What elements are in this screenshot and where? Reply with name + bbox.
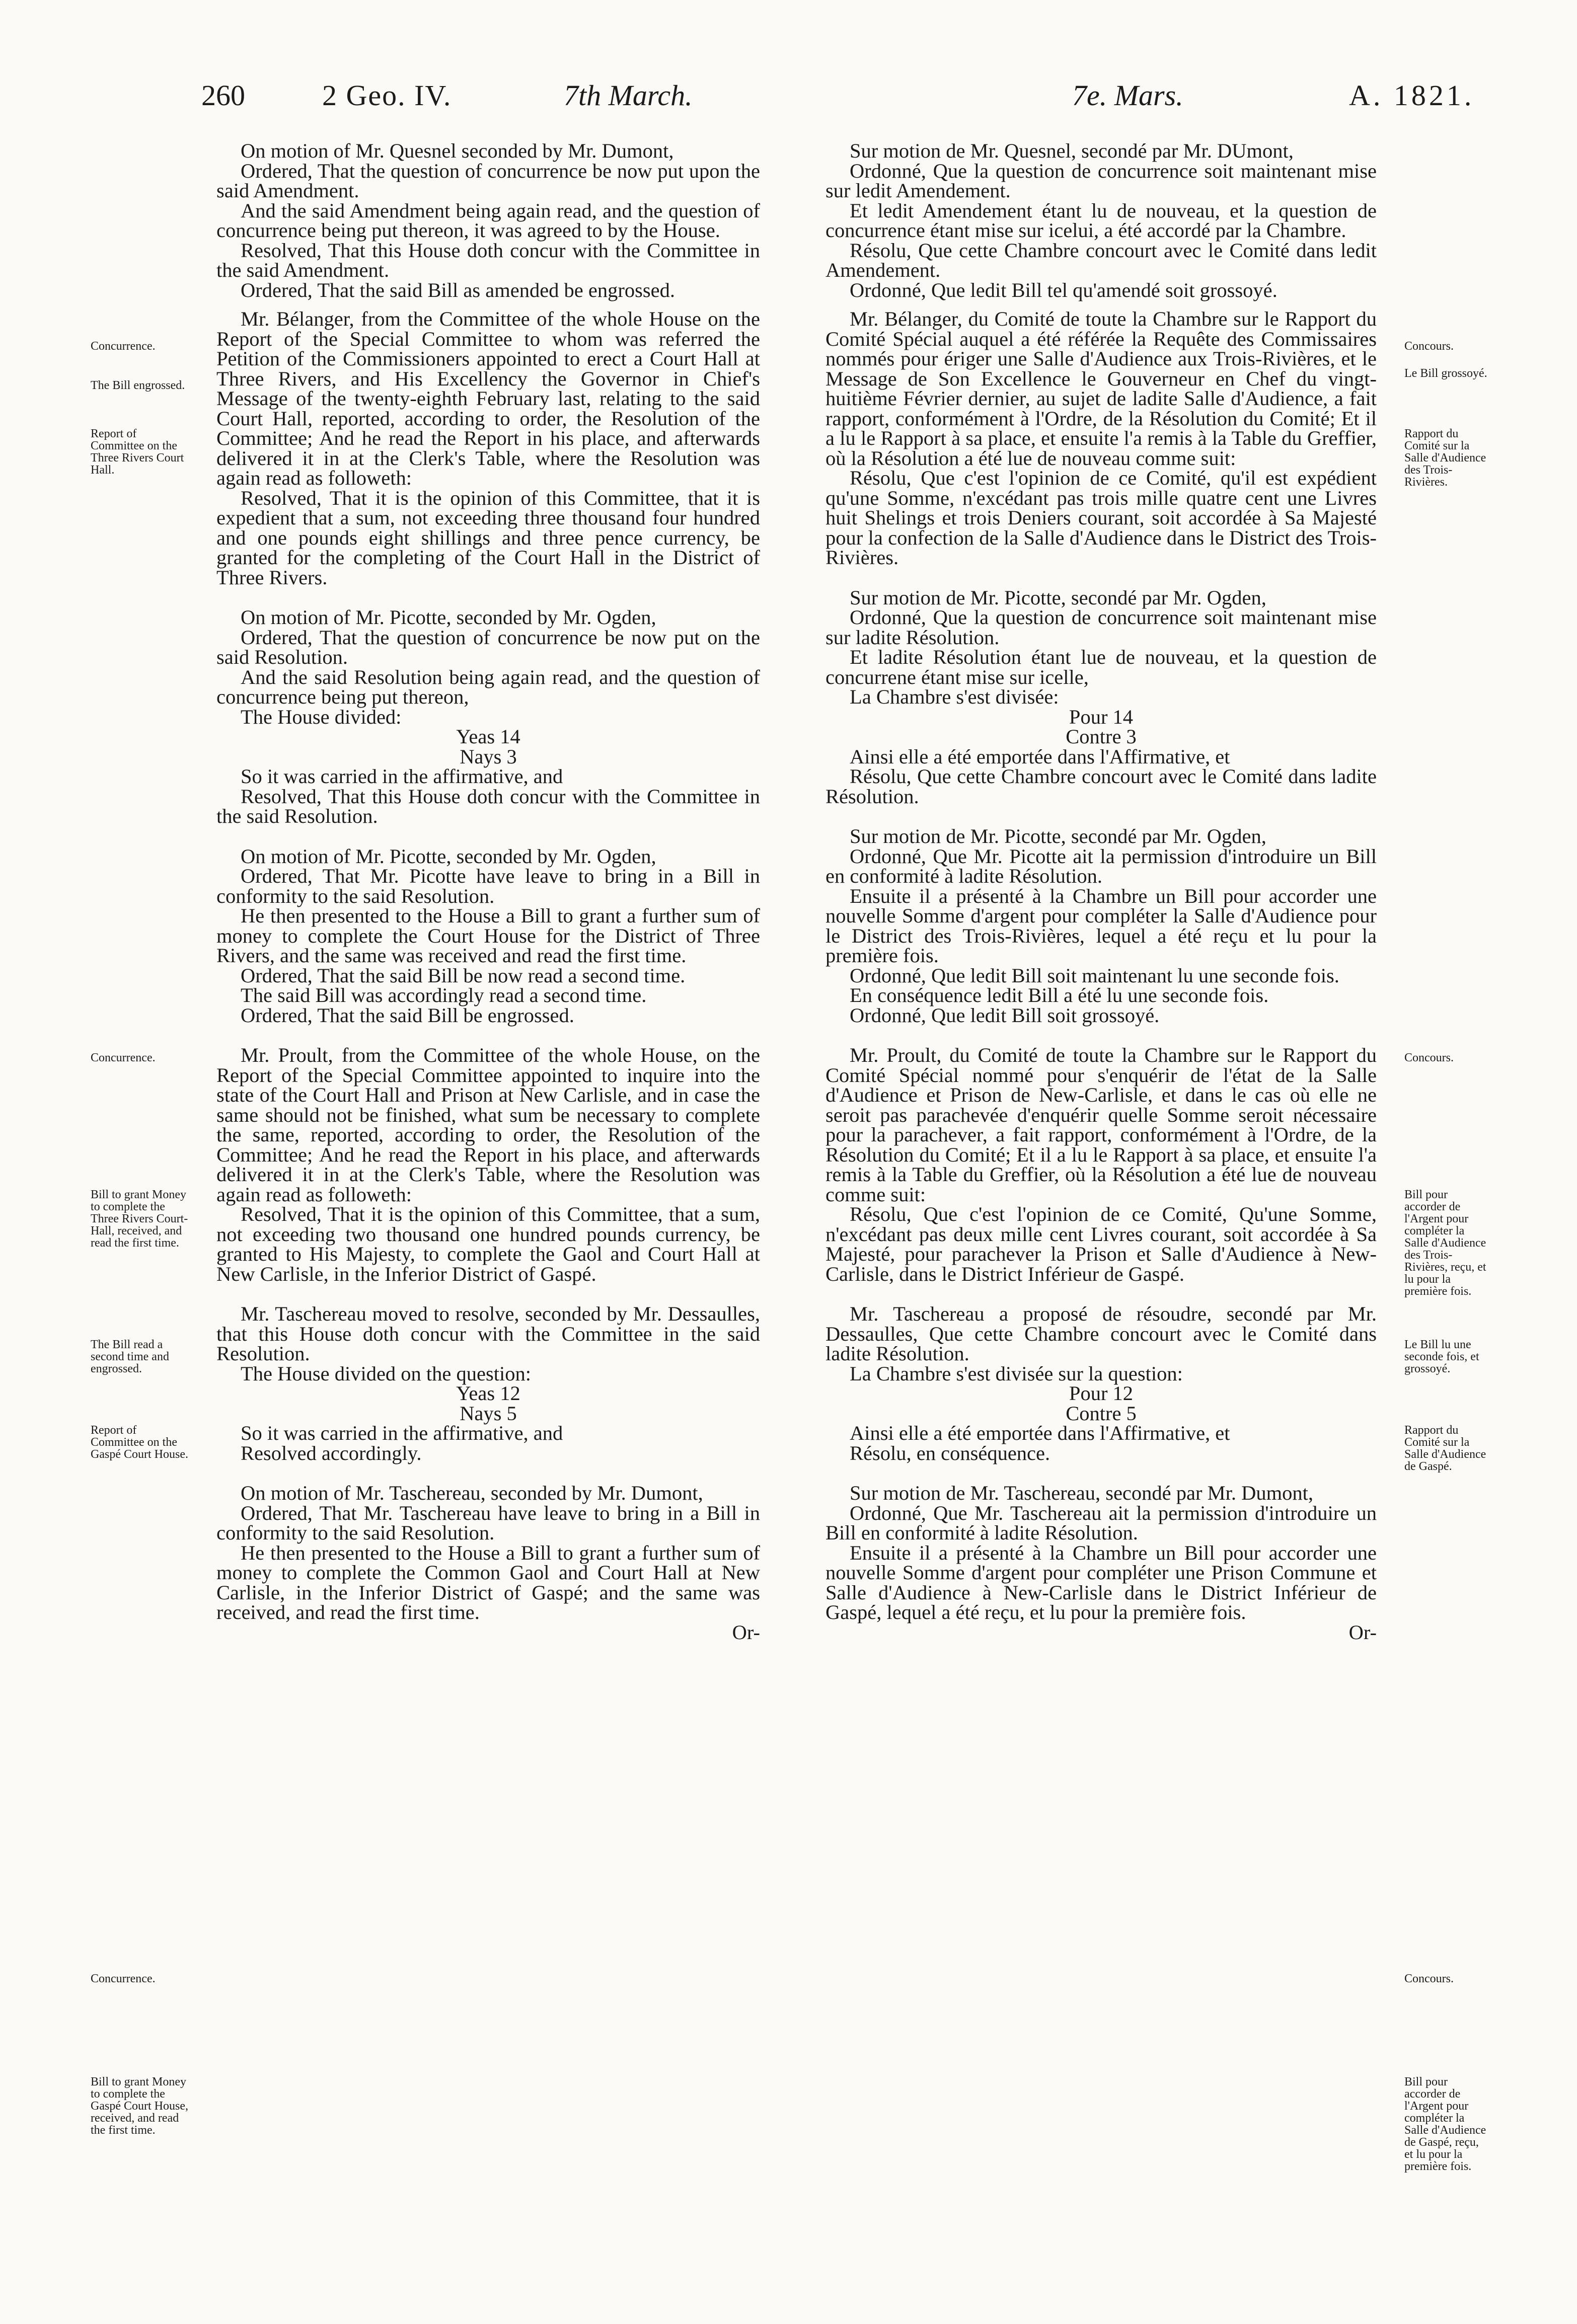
- paragraph: Ainsi elle a été emportée dans l'Affirmative, et: [850, 745, 1230, 768]
- margin-note: Concurrence.: [91, 1051, 156, 1064]
- paragraph: Ensuite il a présenté à la Chambre un Bill pour accorder une nouvelle Somme d'argent pour compléter la Salle d'Audience pour le District des Trois-Rivières, lequel a été reçu et lu pour la première fois.: [825, 884, 1377, 967]
- french-column: [825, 141, 1377, 1642]
- margin-note: Le Bill lu une seconde fois, et grossoyé.: [1404, 1338, 1479, 1375]
- margin-note: The Bill read a second time and engrossed.: [91, 1338, 169, 1375]
- regnal-year: 2 Geo. IV.: [322, 79, 452, 112]
- margin-note: Report of Committee on the Three Rivers Court Hall.: [91, 427, 184, 477]
- paragraph: Et ledit Amendement étant lu de nouveau, et la question de concurrence étant mise sur icelui, a été accordé par la Chambre.: [825, 199, 1377, 242]
- paragraph: Ordonné, Que la question de concurrence soit maintenant mise sur ladite Résolution.: [825, 606, 1377, 649]
- margin-note: Concurrence.: [91, 340, 156, 353]
- margin-note: Rapport du Comité sur la Salle d'Audience des Trois-Rivières.: [1404, 427, 1486, 489]
- paragraph: Ordered, That Mr. Picotte have leave to bring in a Bill in conformity to the said Resolution.: [216, 865, 760, 907]
- margin-note: Concurrence.: [91, 1972, 156, 1985]
- margin-note: Report of Committee on the Gaspé Court House.: [91, 1424, 188, 1461]
- paragraph: En conséquence ledit Bill a été lu une seconde fois.: [850, 984, 1269, 1006]
- paragraph: Résolu, Que c'est l'opinion de ce Comité, Qu'une Somme, n'excédant pas deux mille cent Livres courant, soit accordée à Sa Majesté, pour parachever la Prison et Salle d'Audience à New-Carlisle, dans le District Inférieur de Gaspé.: [825, 1203, 1377, 1285]
- paragraph: Ordonné, Que ledit Bill tel qu'amendé soit grossoyé.: [850, 278, 1278, 301]
- division-yeas: Yeas 14: [456, 725, 520, 748]
- paragraph: Resolved accordingly.: [241, 1441, 422, 1464]
- paragraph: The said Bill was accordingly read a second time.: [241, 984, 647, 1006]
- date-english: 7th March.: [564, 79, 693, 112]
- english-column: [216, 141, 760, 1642]
- paragraph: Et ladite Résolution étant lue de nouveau, et la question de concurrene étant mise sur icelle,: [825, 646, 1377, 688]
- paragraph: Ordonné, Que ledit Bill soit grossoyé.: [850, 1003, 1160, 1027]
- margin-note: Concours.: [1404, 1972, 1454, 1985]
- margin-note: Bill to grant Money to complete the Three Rivers Court-Hall, received, and read the first time.: [91, 1188, 188, 1250]
- catchword: Or-: [1348, 1620, 1377, 1644]
- paragraph: Ordonné, Que ledit Bill soit maintenant lu une seconde fois.: [850, 964, 1339, 987]
- paragraph: Ordonné, Que Mr. Taschereau ait la permission d'introduire un Bill en conformité à ladite Résolution.: [825, 1501, 1377, 1544]
- paragraph: On motion of Mr. Picotte, seconded by Mr. Ogden,: [241, 844, 656, 868]
- division-nays: Nays 5: [460, 1402, 517, 1425]
- paragraph: Ainsi elle a été emportée dans l'Affirmative, et: [850, 1422, 1230, 1444]
- paragraph: He then presented to the House a Bill to grant a further sum of money to complete the Common Gaol and Court Hall at New Carlisle, in the Inferior District of Gaspé; and the same was received, and read the first time.: [216, 1541, 760, 1623]
- margin-note: Bill pour accorder de l'Argent pour compléter la Salle d'Audience des Trois-Rivières, reçu, et lu pour la première fois.: [1404, 1188, 1486, 1298]
- margin-note: Concours.: [1404, 1051, 1454, 1064]
- date-french: 7e. Mars.: [1072, 79, 1183, 112]
- paragraph: Sur motion de Mr. Quesnel, secondé par Mr. DUmont,: [850, 139, 1294, 162]
- margin-note: The Bill engrossed.: [91, 379, 185, 392]
- paragraph: Ordered, That the said Bill as amended be engrossed.: [241, 278, 675, 301]
- division-pour: Pour 14: [1069, 705, 1134, 728]
- paragraph: Resolved, That this House doth concur with the Committee in the said Amendment.: [216, 239, 760, 281]
- paragraph: Ordonné, Que Mr. Picotte ait la permission d'introduire un Bill en conformité à ladite Résolution.: [825, 844, 1377, 887]
- margin-note: Bill pour accorder de l'Argent pour compléter la Salle d'Audience de Gaspé, reçu, et lu pour la première fois.: [1404, 2075, 1486, 2173]
- paragraph: Mr. Proult, du Comité de toute la Chambre sur le Rapport du Comité Spécial nommé pour s'enquérir de l'état de la Salle d'Audience et Prison de New-Carlisle, et dans le cas où elle ne seroit pas parachevée d'enquérir quelle Somme seroit nécessaire pour la parachever, a fait rapport, conformément à l'Ordre, de la Résolution du Comité; Et il a lu le Rapport à sa place, et ensuite l'a remis à la Table du Greffier, où la Résolution a été lue de nouveau comme suit:: [825, 1044, 1377, 1206]
- paragraph: The House divided:: [241, 705, 402, 728]
- paragraph: La Chambre s'est divisée:: [850, 685, 1059, 708]
- paragraph: Mr. Bélanger, du Comité de toute la Chambre sur le Rapport du Comité Spécial auquel a été référée la Requête des Commissaires nommés pour ériger une Salle d'Audience aux Trois-Rivières, et le Message de Son Excellence le Gouverneur en Chef du vingt-huitième Février dernier, au sujet de ladite Salle d'Audience, a fait rapport, conformément à l'Ordre, de la Résolution du Comité; Et il a lu le Rapport à sa place, et ensuite l'a remis à la Table du Greffier, où la Résolution a été lue de nouveau comme suit:: [825, 307, 1377, 470]
- paragraph: Résolu, en conséquence.: [850, 1441, 1050, 1464]
- paragraph: So it was carried in the affirmative, and: [241, 1422, 563, 1444]
- year: A. 1821.: [1349, 79, 1475, 112]
- paragraph: Mr. Taschereau a proposé de résoudre, secondé par Mr. Dessaulles, Que cette Chambre concourt avec le Comité dans ladite Résolution.: [825, 1302, 1377, 1365]
- paragraph: Sur motion de Mr. Picotte, secondé par Mr. Ogden,: [850, 586, 1266, 609]
- paragraph: Résolu, Que c'est l'opinion de ce Comité, qu'il est expédient qu'une Somme, n'excédant pas trois mille quatre cent une Livres huit Shelings et trois Deniers courant, soit accordée à Sa Majesté pour la confection de la Salle d'Audience dans le District des Trois-Rivières.: [825, 467, 1377, 569]
- division-contre: Contre 3: [1066, 725, 1137, 748]
- paragraph: Sur motion de Mr. Picotte, secondé par Mr. Ogden,: [850, 825, 1266, 847]
- margin-note: Concours.: [1404, 340, 1454, 353]
- margin-note: Bill to grant Money to complete the Gaspé Court House, received, and read the first time.: [91, 2075, 188, 2137]
- paragraph: Ordered, That the said Bill be now read a second time.: [241, 964, 686, 987]
- page-number: 260: [201, 79, 245, 112]
- division-contre: Contre 5: [1066, 1402, 1137, 1425]
- paragraph: He then presented to the House a Bill to grant a further sum of money to complete the Court House for the District of Three Rivers, and the same was received and read the first time.: [216, 904, 760, 967]
- paragraph: Mr. Proult, from the Committee of the whole House, on the Report of the Special Committee appointed to inquire into the state of the Court Hall and Prison at New Carlisle, and in case the same should not be finished, what sum be necessary to complete the same, reported, according to order, the Resolution of the Committee; And he read the Report in his place, and afterwards delivered it in at the Clerk's Table, where the Resolution was again read as followeth:: [216, 1044, 760, 1206]
- paragraph: And the said Resolution being again read, and the question of concurrence being put thereon,: [216, 665, 760, 708]
- division-pour: Pour 12: [1069, 1382, 1134, 1405]
- paragraph: Ordonné, Que la question de concurrence soit maintenant mise sur ledit Amendement.: [825, 159, 1377, 202]
- paragraph: Ordered, That the question of concurrence be now put on the said Resolution.: [216, 626, 760, 668]
- paragraph: Resolved, That this House doth concur with the Committee in the said Resolution.: [216, 785, 760, 827]
- paragraph: Ordered, That the question of concurrence be now put upon the said Amendment.: [216, 159, 760, 202]
- paragraph: Ordered, That Mr. Taschereau have leave to bring in a Bill in conformity to the said Resolution.: [216, 1501, 760, 1544]
- division-nays: Nays 3: [460, 745, 517, 768]
- running-header: [0, 75, 1577, 121]
- paragraph: So it was carried in the affirmative, and: [241, 765, 563, 788]
- catchword: Or-: [732, 1620, 760, 1644]
- paragraph: And the said Amendment being again read, and the question of concurrence being put thereon, it was agreed to by the House.: [216, 199, 760, 242]
- paragraph: On motion of Mr. Picotte, seconded by Mr. Ogden,: [241, 606, 656, 629]
- paragraph: On motion of Mr. Quesnel seconded by Mr. Dumont,: [241, 139, 674, 162]
- paragraph: Résolu, Que cette Chambre concourt avec le Comité dans ledit Amendement.: [825, 239, 1377, 281]
- margin-note: Rapport du Comité sur la Salle d'Audience de Gaspé.: [1404, 1424, 1486, 1473]
- paragraph: Ensuite il a présenté à la Chambre un Bill pour accorder une nouvelle Somme d'argent pour compléter une Prison Commune et Salle d'Audience à New-Carlisle dans le District Inférieur de Gaspé, lequel a été reçu, et lu pour la première fois.: [825, 1541, 1377, 1623]
- paragraph: Résolu, Que cette Chambre concourt avec le Comité dans ladite Résolution.: [825, 765, 1377, 808]
- paragraph: Mr. Taschereau moved to resolve, seconded by Mr. Dessaulles, that this House doth concur with the Committee in the said Resolution.: [216, 1302, 760, 1365]
- paragraph: La Chambre s'est divisée sur la question:: [850, 1362, 1183, 1385]
- paragraph: The House divided on the question:: [241, 1362, 532, 1385]
- paragraph: Mr. Bélanger, from the Committee of the whole House on the Report of the Special Committee to whom was referred the Petition of the Commissioners appointed to erect a Court Hall at Three Rivers, and His Excellency the Governor in Chief's Message of the twenty-eighth February last, relating to the said Court Hall, reported, according to order, the Resolution of the Committee; And he read the Report in his place, and afterwards delivered it in at the Clerk's Table, where the Resolution was again read as followeth:: [216, 307, 760, 489]
- margin-note: Le Bill grossoyé.: [1404, 367, 1487, 380]
- division-yeas: Yeas 12: [456, 1382, 520, 1405]
- paragraph: Resolved, That it is the opinion of this Committee, that a sum, not exceeding two thousand one hundred pounds currency, be granted to His Majesty, to complete the Gaol and Court Hall at New Carlisle, in the Inferior District of Gaspé.: [216, 1203, 760, 1285]
- paragraph: On motion of Mr. Taschereau, seconded by Mr. Dumont,: [241, 1482, 703, 1504]
- paragraph: Sur motion de Mr. Taschereau, secondé par Mr. Dumont,: [850, 1482, 1313, 1504]
- paragraph: Resolved, That it is the opinion of this Committee, that it is expedient that a sum, not exceeding three thousand four hundred and one pounds eight shillings and three pence currency, be granted for the completing of the Court Hall in the District of Three Rivers.: [216, 486, 760, 589]
- paragraph: Ordered, That the said Bill be engrossed.: [241, 1003, 574, 1027]
